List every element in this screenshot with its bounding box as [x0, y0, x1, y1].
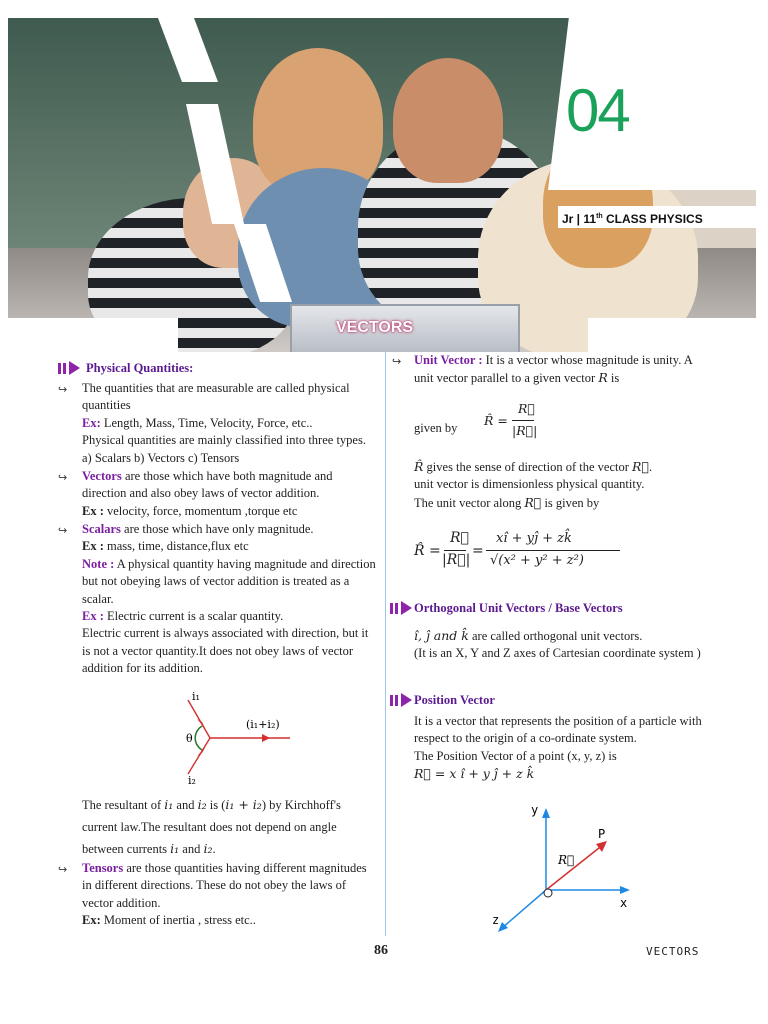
position-vector-heading: Position Vector: [414, 693, 495, 707]
section-marker-icon: [390, 693, 412, 708]
note-text: A physical quantity having magnitude and direction but not obeying laws of vector addition is treated as a scalar.: [82, 556, 376, 606]
big-formula-lhs: R̂ =: [414, 543, 441, 559]
hook-arrow-icon: ↪: [58, 524, 68, 537]
vectors-example: velocity, force, momentum ,torque etc: [103, 503, 298, 518]
along-tail: is given by: [541, 495, 600, 510]
orthogonal-definition: [414, 627, 710, 663]
resultant-paragraph: [82, 794, 376, 860]
class-label: [558, 206, 756, 228]
formula-numerator: R⃗: [518, 401, 535, 416]
tensors-text: are those quantities having different magnitudes in different directions. These do not obey the laws of vector addition.: [82, 861, 367, 910]
orthogonal-heading: Orthogonal Unit Vectors / Base Vectors: [414, 601, 623, 615]
class-label-tail: CLASS PHYSICS: [602, 212, 703, 226]
label-z: z: [492, 913, 500, 927]
z-axis: [502, 890, 546, 928]
unit-vector-definition: [414, 352, 710, 388]
label-i1: i₁: [192, 690, 200, 703]
class-label-sup: th: [596, 213, 603, 220]
physical-quantities-text: The quantities that are measurable are called physical quantities: [82, 381, 350, 413]
hook-arrow-icon: ↪: [58, 383, 68, 396]
example-label: Ex :: [82, 609, 104, 624]
chapter-number: 04: [566, 77, 629, 144]
big-frac1-numerator: R⃗: [450, 530, 469, 546]
example-label: Ex :: [82, 539, 104, 554]
electric-current-text: Electric current is always associated with direction, but it is not a vector quantity.It does not obey laws of vector addition for its addition.: [82, 626, 369, 676]
current-junction-diagram: [158, 686, 358, 786]
position-vector-arrowhead-icon: [596, 841, 607, 852]
resultant-tail: ) by Kirchhoff's current law.The resultant does not depend on angle between currents: [82, 798, 341, 856]
scalars-text: are those which have only magnitude.: [120, 522, 314, 536]
vectors-text: are those which have both magnitude and direction and also obey laws of vector addition.: [82, 469, 333, 501]
column-divider: [385, 352, 386, 936]
section-marker-icon: [390, 601, 412, 616]
scalars-definition: [82, 521, 376, 678]
unit-vector-is: is: [607, 371, 620, 386]
student-center-boy-head: [393, 58, 503, 183]
resultant-arrow-icon: [262, 734, 270, 742]
label-i2: i₂: [188, 774, 196, 786]
x-axis-arrow-icon: [620, 886, 630, 894]
resultant-and: and: [179, 842, 204, 856]
math-vector-r: R: [598, 370, 608, 386]
math-sum: i₁ + i₂: [225, 797, 262, 812]
angle-arc: [195, 726, 202, 750]
scalars-example: mass, time, distance,flux etc: [103, 539, 249, 554]
math-vector-r: R⃗: [632, 459, 649, 474]
classification-text: Physical quantities are mainly classified into three types. a) Scalars b) Vectors c) Tensors: [82, 433, 366, 465]
example-label: Ex :: [82, 503, 104, 518]
fraction-bar: [444, 550, 466, 551]
topic-title: VECTORS: [336, 319, 414, 336]
resultant-text: The resultant of: [82, 798, 165, 812]
position-vector-formula: R⃗ = x î + y ĵ + z k̂: [414, 766, 535, 782]
label-p: P: [598, 827, 606, 841]
resultant-dot: .: [212, 842, 216, 856]
origin-point: [544, 889, 552, 897]
formula-lhs: R̂ =: [484, 413, 508, 428]
math-unit-r: R̂: [414, 459, 424, 474]
big-frac1-denominator: |R⃗|: [442, 552, 471, 568]
decor-bar-right: [588, 318, 756, 352]
unit-vector-components-formula: [414, 528, 710, 582]
scalars-keyword: Scalars: [82, 522, 121, 536]
vectors-definition: [82, 468, 376, 520]
math-i1: i₁: [170, 841, 180, 856]
label-y: y: [531, 803, 539, 817]
example-label: Ex:: [82, 913, 101, 928]
fraction-bar: [512, 420, 534, 421]
class-label-text: Jr | 11: [562, 212, 597, 226]
big-frac2-denominator: √(x² + y² + z²): [490, 553, 584, 568]
position-vector-arrow: [546, 844, 604, 890]
dimensionless-text: unit vector is dimensionless physical quantity.: [414, 477, 645, 492]
position-vector-diagram: [490, 802, 650, 942]
math-i2: i₂: [197, 797, 207, 812]
page-number: 86: [374, 943, 388, 958]
hook-arrow-icon: ↪: [58, 471, 68, 484]
note-label: Note :: [82, 556, 115, 571]
gives-sense-text: gives the sense of direction of the vector: [423, 460, 633, 474]
unit-vector-text: It is a vector whose magnitude is unity. A unit vector parallel to a given vector: [414, 353, 693, 386]
physical-quantities-example: Length, Mass, Time, Velocity, Force, etc..: [100, 415, 313, 430]
tensors-definition: [82, 860, 376, 930]
vectors-keyword: Vectors: [82, 469, 122, 483]
physical-quantities-definition: [82, 380, 376, 467]
orthogonal-text: are called orthogonal unit vectors.: [468, 629, 643, 643]
physical-quantities-heading: Physical Quantities:: [86, 361, 194, 375]
section-marker-icon: [58, 361, 80, 376]
tensors-example: Moment of inertia , stress etc..: [100, 913, 256, 928]
along-text: The unit vector along: [414, 495, 525, 510]
tensors-keyword: Tensors: [82, 861, 124, 875]
orthogonal-note: (It is an X, Y and Z axes of Cartesian coordinate system ): [414, 646, 701, 661]
label-sum: (i₁+i₂): [246, 718, 280, 731]
unit-vector-heading: Unit Vector :: [414, 353, 483, 367]
big-frac2-numerator: xî + yĵ + zk̂: [496, 531, 572, 546]
resultant-is: is (: [206, 798, 226, 812]
label-theta: θ: [186, 732, 193, 745]
note-example: Electric current is a scalar quantity.: [103, 609, 284, 624]
footer-chapter-name: VECTORS: [646, 945, 700, 958]
y-axis-arrow-icon: [542, 808, 550, 818]
label-r: R⃗: [558, 853, 575, 867]
decor-bar-left: [8, 318, 178, 352]
given-by-label: given by: [414, 421, 458, 435]
formula-denominator: |R⃗|: [512, 423, 538, 438]
chapter-badge: [548, 18, 756, 216]
position-vector-text-2: The Position Vector of a point (x, y, z) is: [414, 748, 617, 763]
math-vector-r: R⃗: [524, 494, 542, 510]
big-formula-equals: =: [472, 543, 484, 559]
gives-sense-dot: .: [648, 460, 653, 474]
unit-vector-sense: [414, 458, 710, 512]
math-i1: i₁: [164, 797, 174, 812]
math-i2: i₂: [203, 841, 213, 856]
hook-arrow-icon: ↪: [58, 863, 68, 876]
hook-arrow-icon: ↪: [392, 355, 402, 368]
math-ijk: î, ĵ and k̂: [414, 628, 469, 643]
position-vector-definition: [414, 713, 710, 784]
position-vector-text: It is a vector that represents the position of a particle with respect to the origin of a co-ordinate system.: [414, 714, 702, 746]
resultant-and: and: [173, 798, 198, 812]
label-x: x: [620, 896, 628, 910]
fraction-bar: [486, 550, 620, 551]
example-label: Ex:: [82, 415, 101, 430]
